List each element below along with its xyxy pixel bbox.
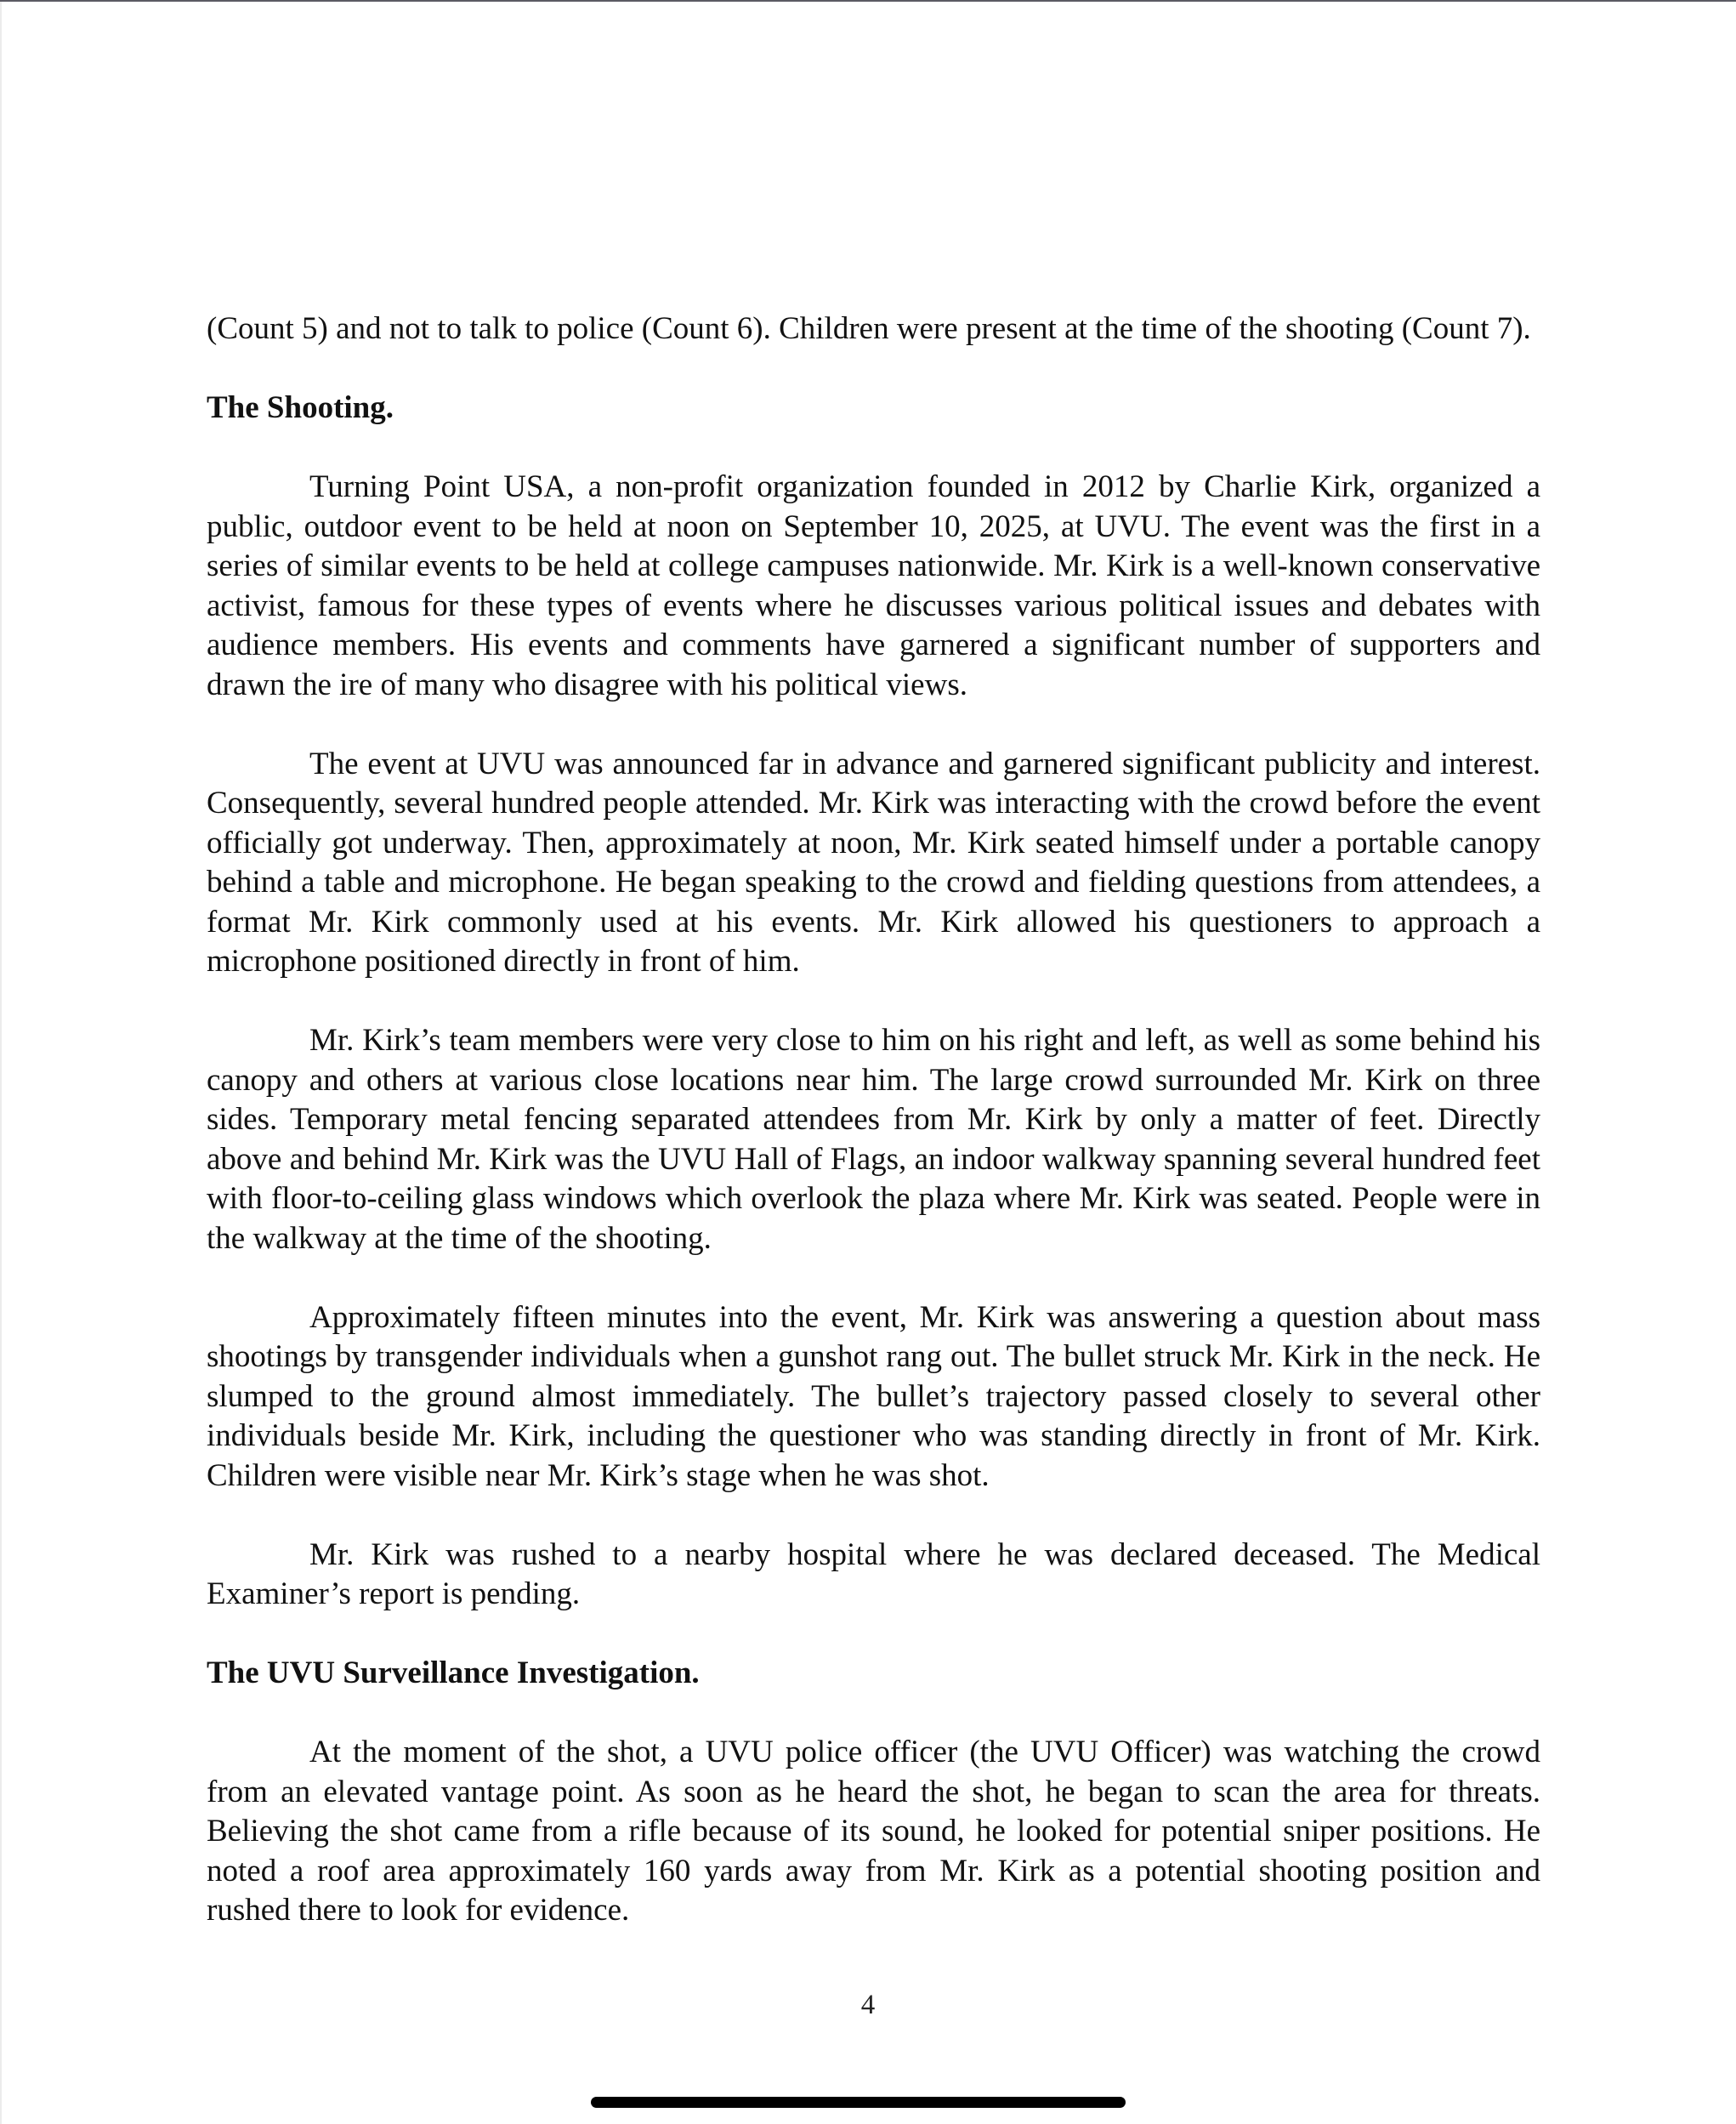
paragraph-event-layout: Mr. Kirk’s team members were very close to him on his right and left, as well as some behind his canopy and others at various close locations near him. The large crowd surrounded Mr. Kirk on three sides. Temporary metal fencing separated attendees from Mr. Kirk by only a matter of feet. Directly above and behind Mr. Kirk was the UVU Hall of Flags, an indoor walkway spanning several hundred feet with floor-to-ceiling glass windows which overlook the plaza where Mr. Kirk was seated. People were in the walkway at the time of the shooting. bbox=[207, 1023, 1540, 1256]
home-indicator-bar[interactable] bbox=[591, 2097, 1126, 2108]
paragraph-event-organization: Turning Point USA, a non-profit organization founded in 2012 by Charlie Kirk, organized a public, outdoor event to be held at noon on September 10, 2025, at UVU. The event was the first in a series of similar events to be held at college campuses nationwide. Mr. Kirk is a well-known conservative activist, famous for these types of events where he discusses various political issues and debates with audience members. His events and comments have garnered a significant number of supporters and drawn the ire of many who disagree with his political views. bbox=[207, 469, 1540, 702]
paragraph-hospital: Mr. Kirk was rushed to a nearby hospital where he was declared deceased. The Medical Examiner’s report is pending. bbox=[207, 1536, 1540, 1611]
paragraph-count-continuation: (Count 5) and not to talk to police (Count 6). Children were present at the time of the shooting (Count 7). bbox=[207, 311, 1531, 346]
section-heading-the-shooting: The Shooting. bbox=[207, 390, 394, 425]
section-heading-surveillance-investigation: The UVU Surveillance Investigation. bbox=[207, 1655, 700, 1690]
document-page bbox=[207, 310, 1540, 1970]
paragraph-event-attendance: The event at UVU was announced far in advance and garnered significant publicity and interest. Consequently, several hundred people attended. Mr. Kirk was interacting with the crowd before the event officially got underway. Then, approximately at noon, Mr. Kirk seated himself under a portable canopy behind a table and microphone. He began speaking to the crowd and fielding questions from attendees, a format Mr. Kirk commonly used at his events. Mr. Kirk allowed his questioners to approach a microphone positioned directly in front of him. bbox=[207, 746, 1540, 979]
page-number: 4 bbox=[860, 1990, 876, 2020]
window-top-border bbox=[0, 0, 1736, 2]
window-left-border bbox=[0, 2, 2, 2124]
paragraph-gunshot: Approximately fifteen minutes into the event, Mr. Kirk was answering a question about mass shootings by transgender individuals when a gunshot rang out. The bullet struck Mr. Kirk in the neck. He slumped to the ground almost immediately. The bullet’s trajectory passed closely to several other individuals beside Mr. Kirk, including the questioner who was standing directly in front of Mr. Kirk. Children were visible near Mr. Kirk’s stage when he was shot. bbox=[207, 1299, 1540, 1493]
paragraph-uvu-officer: At the moment of the shot, a UVU police officer (the UVU Officer) was watching the crowd from an elevated vantage point. As soon as he heard the shot, he began to scan the area for threats. Believing the shot came from a rifle because of its sound, he looked for potential sniper positions. He noted a roof area approximately 160 yards away from Mr. Kirk as a potential shooting position and rushed there to look for evidence. bbox=[207, 1735, 1540, 1928]
